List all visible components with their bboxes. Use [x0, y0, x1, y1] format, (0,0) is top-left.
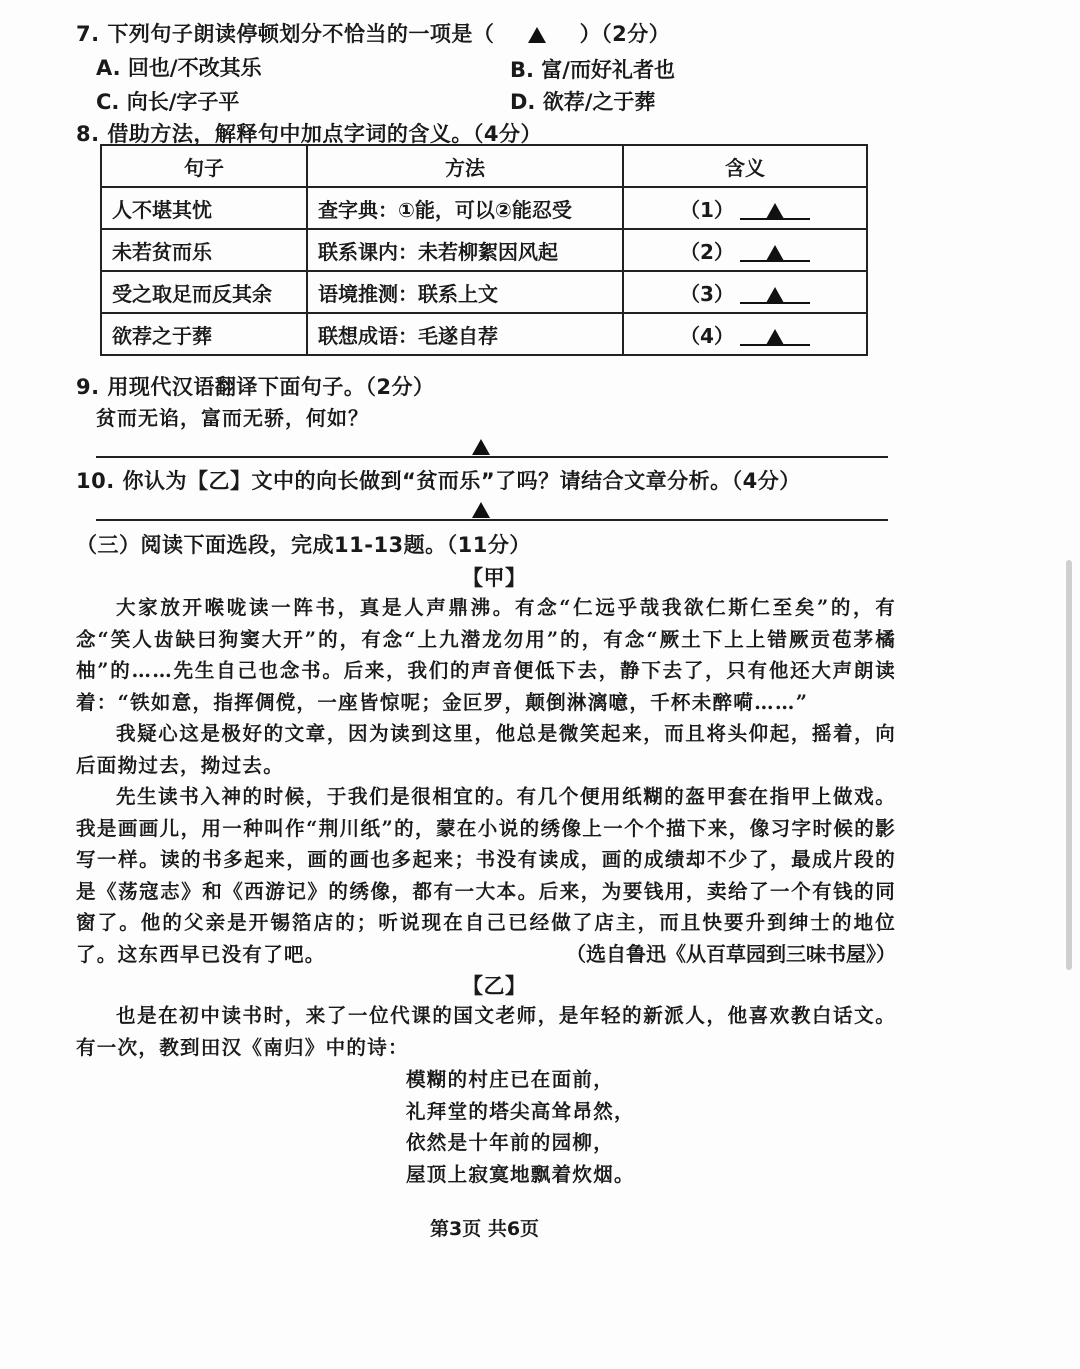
table-row: [101, 313, 867, 355]
answer-blank[interactable]: [740, 198, 810, 220]
answer-triangle-icon: [766, 329, 784, 345]
answer-triangle-icon: [766, 245, 784, 261]
row-method: 联想成语：毛遂自荐: [307, 313, 623, 355]
row-num: （4）: [680, 323, 734, 348]
table-header-row: [101, 145, 867, 187]
row-method: 查字典：①能，可以②能忍受: [307, 187, 623, 229]
q7-option-c: C. 向长/字子平: [96, 90, 240, 114]
q10-stem: 10. 你认为【乙】文中的向长做到“贫而乐”了吗？请结合文章分析。（4分）: [76, 469, 801, 493]
q7-option-b: B. 富/而好礼者也: [510, 58, 675, 82]
jia-source: （选自鲁迅《从百草园到三味书屋》）: [566, 942, 896, 966]
jia-paragraph: 先生读书入神的时候，于我们是很相宜的。有几个便用纸糊的盔甲套在指甲上做戏。我是画画儿，用一种叫作“荆川纸”的，蒙在小说的绣像上一个个描下来，像习字时候的影写一样。读的书多起来，画的画也多起来；书没有读成，画的成绩却不少了，最成片段的是《荡寇志》和《西游记》的绣像，都有一大本。后来，为要钱用，卖给了一个有钱的同窗了。他的父亲是开锡箔店的；听说现在自己已经做了店主，而且快要升到绅士的地位了。这东西早已没有了吧。: [76, 785, 896, 966]
q7-stem-end: ）（2分）: [579, 22, 671, 46]
answer-line[interactable]: [96, 456, 888, 458]
row-meaning: [623, 313, 867, 355]
row-num: （3）: [680, 281, 734, 306]
poem-line: 依然是十年前的园柳，: [406, 1131, 615, 1154]
row-sentence: 未若贫而乐: [101, 229, 307, 271]
q8-table: [100, 144, 868, 356]
header-method: 方法: [307, 145, 623, 187]
row-sentence: 欲荐之于葬: [101, 313, 307, 355]
poem-line: 模糊的村庄已在面前，: [406, 1068, 615, 1091]
section3-heading: （三）阅读下面选段，完成11-13题。（11分）: [76, 533, 531, 557]
row-meaning: [623, 187, 867, 229]
q7-stem: 7. 下列句子朗读停顿划分不恰当的一项是（: [76, 22, 495, 46]
row-num: （1）: [680, 197, 734, 222]
answer-triangle-icon: [472, 436, 490, 455]
answer-blank[interactable]: [740, 240, 810, 262]
poem-line: 礼拜堂的塔尖高耸昂然，: [406, 1099, 635, 1123]
row-meaning: [623, 229, 867, 271]
yi-passage: [76, 1000, 896, 1063]
table-row: [101, 187, 867, 229]
answer-triangle-icon: [766, 287, 784, 303]
q7-option-a: A. 回也/不改其乐: [96, 56, 262, 80]
row-method: 语境推测：联系上文: [307, 271, 623, 313]
answer-blank[interactable]: [740, 324, 810, 346]
answer-triangle-icon: [472, 499, 490, 518]
table-row: [101, 229, 867, 271]
row-num: （2）: [680, 239, 734, 264]
page-footer: 第3页 共6页: [430, 1218, 540, 1240]
table-row: [101, 271, 867, 313]
q9-stem: 9. 用现代汉语翻译下面句子。（2分）: [76, 375, 435, 399]
q8-stem: 8. 借助方法，解释句中加点字词的含义。（4分）: [76, 122, 543, 146]
yi-paragraph: 也是在初中读书时，来了一位代课的国文老师，是年轻的新派人，他喜欢教白话文。有一次，教到田汉《南归》中的诗：: [76, 1004, 896, 1059]
row-sentence: 受之取足而反其余: [101, 271, 307, 313]
header-sentence: 句子: [101, 145, 307, 187]
answer-triangle-icon: [528, 27, 546, 43]
q7-option-d: D. 欲荐/之于葬: [510, 90, 656, 114]
poem-line: 屋顶上寂寞地飘着炊烟。: [406, 1162, 635, 1186]
jia-paragraph: 我疑心这是极好的文章，因为读到这里，他总是微笑起来，而且将头仰起，摇着，向后面拗过去，拗过去。: [76, 722, 896, 777]
row-meaning: [623, 271, 867, 313]
row-method: 联系课内：未若柳絮因风起: [307, 229, 623, 271]
jia-passage: [76, 592, 896, 970]
answer-triangle-icon: [766, 203, 784, 219]
jia-title: 【甲】: [462, 566, 527, 590]
answer-blank[interactable]: [740, 282, 810, 304]
scrollbar[interactable]: [1066, 560, 1072, 970]
poem: [406, 1064, 635, 1190]
header-meaning: 含义: [623, 145, 867, 187]
row-sentence: 人不堪其忧: [101, 187, 307, 229]
yi-title: 【乙】: [462, 974, 527, 998]
q9-sentence: 贫而无谄，富而无骄，何如？: [96, 406, 369, 430]
answer-line[interactable]: [96, 519, 888, 521]
q7-stem-row: [76, 18, 670, 48]
jia-paragraph: 大家放开喉咙读一阵书，真是人声鼎沸。有念“仁远乎哉我欲仁斯仁至矣”的，有念“笑人齿缺曰狗窦大开”的，有念“上九潜龙勿用”的，有念“厥土下上上错厥贡苞茅橘柚”的……先生自己也念书。后来，我们的声音便低下去，静下去了，只有他还大声朗读着：“铁如意，指挥倜傥，一座皆惊呢；金叵罗，颠倒淋漓噫，千杯未醉嗬……”: [76, 596, 896, 714]
